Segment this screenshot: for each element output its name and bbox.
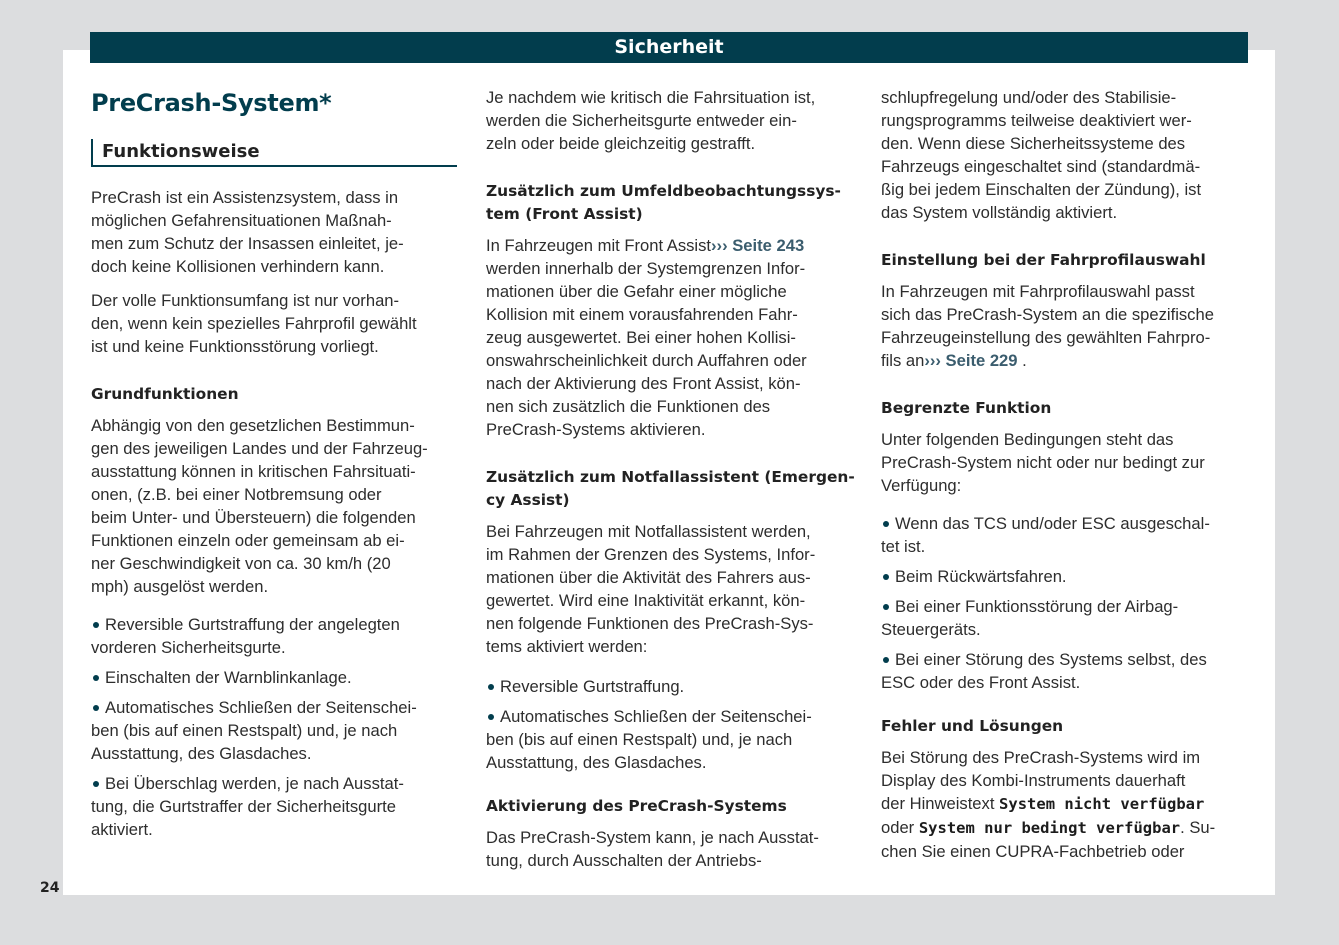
errors-paragraph: Bei Störung des PreCrash-Systems wird im Display des Kombi-Instruments dauerhaft der Hinweistext System nicht verfügbar oder System nur bedingt verfügbar. Su- chen Sie einen CUPRA-Fachbetrieb oder [881, 748, 1216, 861]
list-item: Automatisches Schließen der Seitenschei- ben (bis auf einen Restspalt) und, je nach Ausstattung, des Glasdaches. [91, 698, 417, 763]
limited-heading: Begrenzte Funktion [881, 399, 1052, 417]
list-item: Reversible Gurtstraffung der angelegten vorderen Sicherheitsgurte. [91, 615, 400, 657]
column-3 [881, 86, 1251, 874]
bullet-list-col2 [486, 675, 856, 774]
list-item: Automatisches Schließen der Seitenschei- ben (bis auf einen Restspalt) und, je nach Ausstattung, des Glasdaches. [486, 707, 812, 772]
page-number: 24 [40, 880, 60, 896]
list-item: Bei einer Funktionsstörung der Airbag- Steuergeräts. [881, 597, 1179, 639]
list-item: Einschalten der Warnblinkanlage. [91, 666, 461, 689]
bullet-icon [93, 622, 99, 628]
display-message-unavailable: System nicht verfügbar [999, 795, 1205, 813]
list-item: Wenn das TCS und/oder ESC ausgeschal- tet ist. [881, 514, 1210, 556]
list-item: Bei Überschlag werden, je nach Ausstat- tung, die Gurtstraffer der Sicherheitsgurte aktiviert. [91, 774, 404, 839]
profile-heading: Einstellung bei der Fahrprofilauswahl [881, 251, 1206, 269]
list-item: Bei einer Störung des Systems selbst, des ESC oder des Front Assist. [881, 650, 1207, 692]
emergency-assist-heading: Zusätzlich zum Notfallassistent (Emergen- cy Assist) [486, 468, 855, 509]
page-link-229[interactable]: ››› Seite 229 [924, 351, 1018, 370]
emergency-assist-paragraph: Bei Fahrzeugen mit Notfallassistent werden, im Rahmen der Grenzen des Systems, Infor- mationen über die Aktivität des Fahrers aus- gewertet. Wird eine Inaktivität erkannt, kön- nen folgende Funktionen des PreCrash-Sys- tems aktiviert werden: [486, 522, 816, 656]
list-item: Beim Rückwärtsfahren. [881, 565, 1251, 588]
page-link-243[interactable]: ››› Seite 243 [711, 236, 805, 255]
display-message-limited: System nur bedingt verfügbar [918, 819, 1181, 837]
bullet-icon [883, 657, 889, 663]
column-1 [91, 86, 461, 848]
intro-paragraph: PreCrash ist ein Assistenzsystem, dass in möglichen Gefahrensituationen Maßnah- men zum Schutz der Insassen einleitet, je- doch keine Kollisionen verhindern kann. [91, 188, 404, 276]
grundfunktionen-paragraph: Abhängig von den gesetzlichen Bestimmun- gen des jeweiligen Landes und der Fahrzeug- ausstattung können in kritischen Fahrsituati- onen, (z.B. bei einer Notbremsung oder beim Unter- und Übersteuern) die folgenden Funktionen einzeln oder gemeinsam ab ei- ner Geschwindigkeit von ca. 30 km/h (20 mph) ausgelöst werden. [91, 416, 428, 596]
bullet-icon [488, 684, 494, 690]
column-2 [486, 86, 856, 883]
gurt-paragraph: Je nachdem wie kritisch die Fahrsituation ist, werden die Sicherheitsgurte entweder ein- zeln oder beide gleichzeitig gestrafft. [486, 88, 816, 153]
page-title: PreCrash-System* [91, 89, 332, 117]
bullet-list-col3 [881, 512, 1251, 694]
bullet-icon [883, 574, 889, 580]
bullet-icon [488, 714, 494, 720]
section-subtitle: Funktionsweise [91, 139, 457, 167]
list-item: Reversible Gurtstraffung. [486, 675, 856, 698]
bullet-icon [883, 604, 889, 610]
bullet-list-col1 [91, 613, 461, 841]
front-assist-heading: Zusätzlich zum Umfeldbeobachtungssys- tem (Front Assist) [486, 182, 841, 223]
activation-paragraph: Das PreCrash-System kann, je nach Ausstat- tung, durch Ausschalten der Antriebs- [486, 828, 819, 870]
limited-paragraph: Unter folgenden Bedingungen steht das PreCrash-System nicht oder nur bedingt zur Verfügung: [881, 430, 1205, 495]
bullet-icon [93, 781, 99, 787]
bullet-icon [883, 521, 889, 527]
profile-paragraph: In Fahrzeugen mit Fahrprofilauswahl passt sich das PreCrash-System an die spezifische Fahrzeugeinstellung des gewählten Fahrpro- fils an››› Seite 229 . [881, 282, 1214, 370]
activation-heading: Aktivierung des PreCrash-Systems [486, 797, 787, 815]
scope-paragraph: Der volle Funktionsumfang ist nur vorhan- den, wenn kein spezielles Fahrprofil gewählt ist und keine Funktionsstörung vorliegt. [91, 291, 417, 356]
errors-heading: Fehler und Lösungen [881, 717, 1064, 735]
bullet-icon [93, 675, 99, 681]
bullet-icon [93, 705, 99, 711]
grundfunktionen-heading: Grundfunktionen [91, 385, 239, 403]
front-assist-paragraph: In Fahrzeugen mit Front Assist››› Seite 243 werden innerhalb der Systemgrenzen Infor- mationen über die Gefahr einer mögliche Kollision mit einem vorausfahrenden Fahr- zeug ausgewertet. Bei einer hohen Kollisi- onswahrscheinlichkeit durch Auffahren oder nach der Aktivierung des Front Assist, kön- nen sich zusätzlich die Funktionen des PreCrash-Systems aktivieren. [486, 236, 807, 439]
activation-continued-paragraph: schlupfregelung und/oder des Stabilisie- rungsprogramms teilweise deaktiviert wer- den. Wenn diese Sicherheitssysteme des Fahrzeugs eingeschaltet sind (standardmä- ßig bei jedem Einschalten der Zündung), ist das System vollständig aktiviert. [881, 88, 1202, 222]
section-header: Sicherheit [90, 32, 1248, 63]
